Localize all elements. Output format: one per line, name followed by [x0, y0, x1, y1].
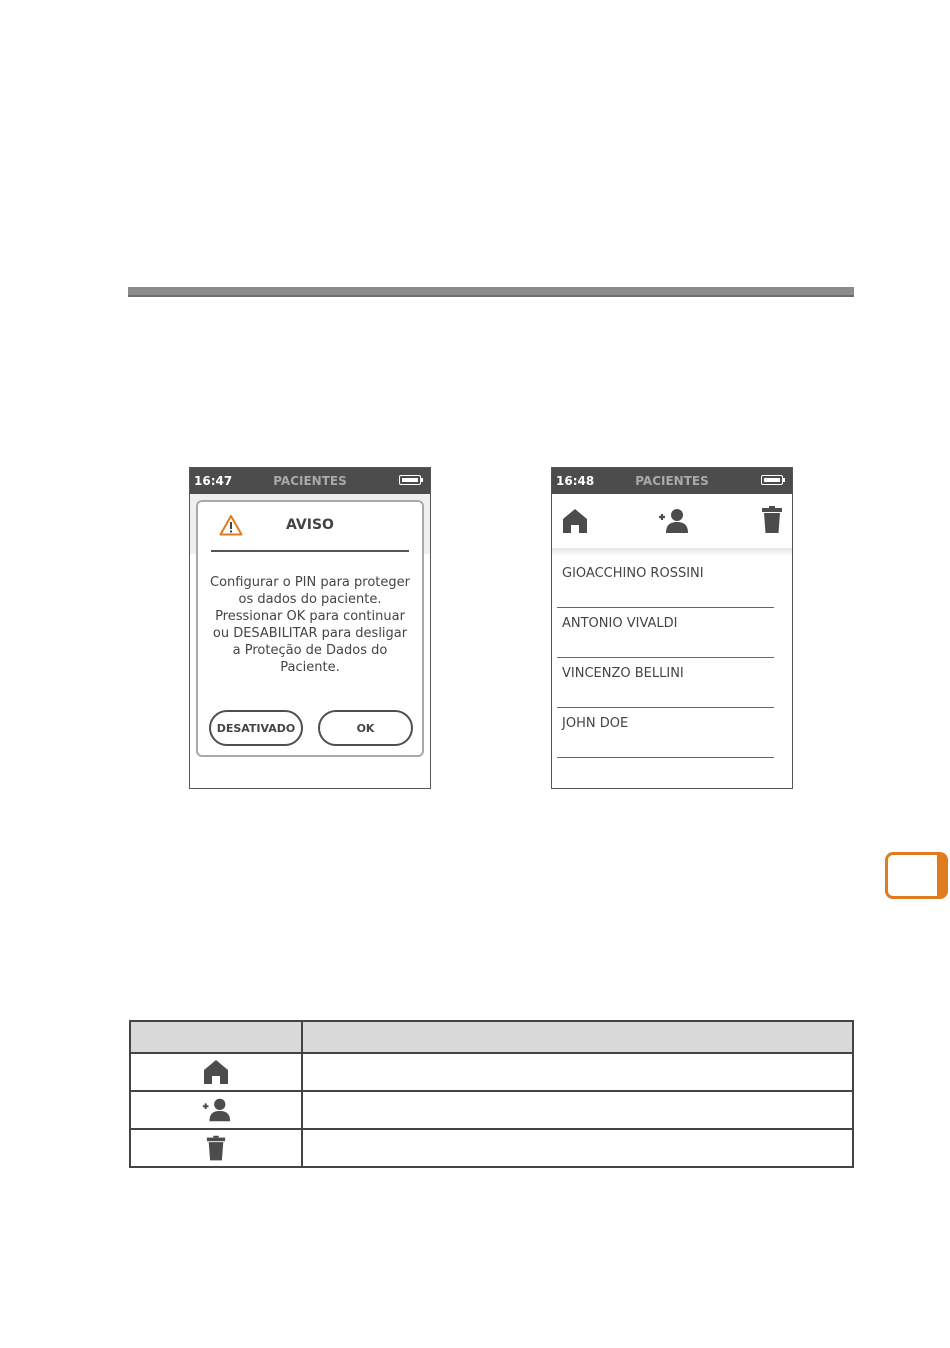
icon-legend-table — [129, 1020, 854, 1168]
patient-list-item[interactable] — [557, 708, 774, 758]
patient-list-item[interactable] — [557, 658, 774, 708]
message-line: Pressionar OK para continuar — [215, 609, 405, 624]
ok-button[interactable]: OK — [318, 710, 413, 746]
status-time: 16:48 — [556, 474, 595, 488]
dialog-title: AVISO — [286, 517, 334, 533]
icon-cell — [130, 1053, 302, 1091]
status-time: 16:47 — [194, 474, 233, 488]
dialog-divider — [211, 550, 409, 552]
add-patient-icon[interactable] — [656, 508, 690, 534]
patient-name: ANTONIO VIVALDI — [562, 616, 678, 631]
trash-icon[interactable] — [761, 506, 783, 534]
dialog-message — [202, 574, 418, 676]
status-bar — [190, 468, 430, 494]
patient-list-item[interactable] — [557, 608, 774, 658]
patient-name: VINCENZO BELLINI — [562, 666, 684, 681]
patient-name: JOHN DOE — [562, 716, 629, 731]
device-screen-patient-list — [551, 467, 793, 789]
add-patient-icon — [200, 1097, 232, 1123]
chapter-tab-marker — [885, 852, 948, 899]
table-row — [130, 1091, 853, 1129]
toolbar — [552, 494, 792, 550]
patient-name: GIOACCHINO ROSSINI — [562, 566, 704, 581]
battery-icon — [399, 475, 421, 485]
warning-dialog — [196, 500, 424, 757]
section-header-rule — [128, 287, 854, 297]
table-row — [130, 1053, 853, 1091]
message-line: a Proteção de Dados do — [232, 643, 388, 658]
battery-icon — [761, 475, 783, 485]
disable-button[interactable]: DESATIVADO — [209, 710, 303, 746]
trash-icon — [206, 1135, 226, 1162]
status-title: PACIENTES — [273, 474, 347, 488]
device-screen-pin-warning — [189, 467, 431, 789]
header-cell-icon — [130, 1021, 302, 1053]
status-title: PACIENTES — [635, 474, 709, 488]
table-header-row — [130, 1021, 853, 1053]
table-row — [130, 1129, 853, 1167]
message-line: os dados do paciente. — [238, 592, 382, 607]
toolbar-shadow — [552, 548, 792, 556]
message-line: Paciente. — [280, 660, 340, 675]
patient-list-item[interactable] — [557, 558, 774, 608]
description-cell — [302, 1053, 853, 1091]
message-line: Configurar o PIN para proteger — [210, 575, 410, 590]
header-cell-description — [302, 1021, 853, 1053]
home-icon[interactable] — [562, 508, 588, 534]
message-line: ou DESABILITAR para desligar — [212, 626, 408, 641]
icon-cell — [130, 1129, 302, 1167]
description-cell — [302, 1129, 853, 1167]
status-bar — [552, 468, 792, 494]
description-cell — [302, 1091, 853, 1129]
home-icon — [203, 1059, 229, 1085]
icon-cell — [130, 1091, 302, 1129]
